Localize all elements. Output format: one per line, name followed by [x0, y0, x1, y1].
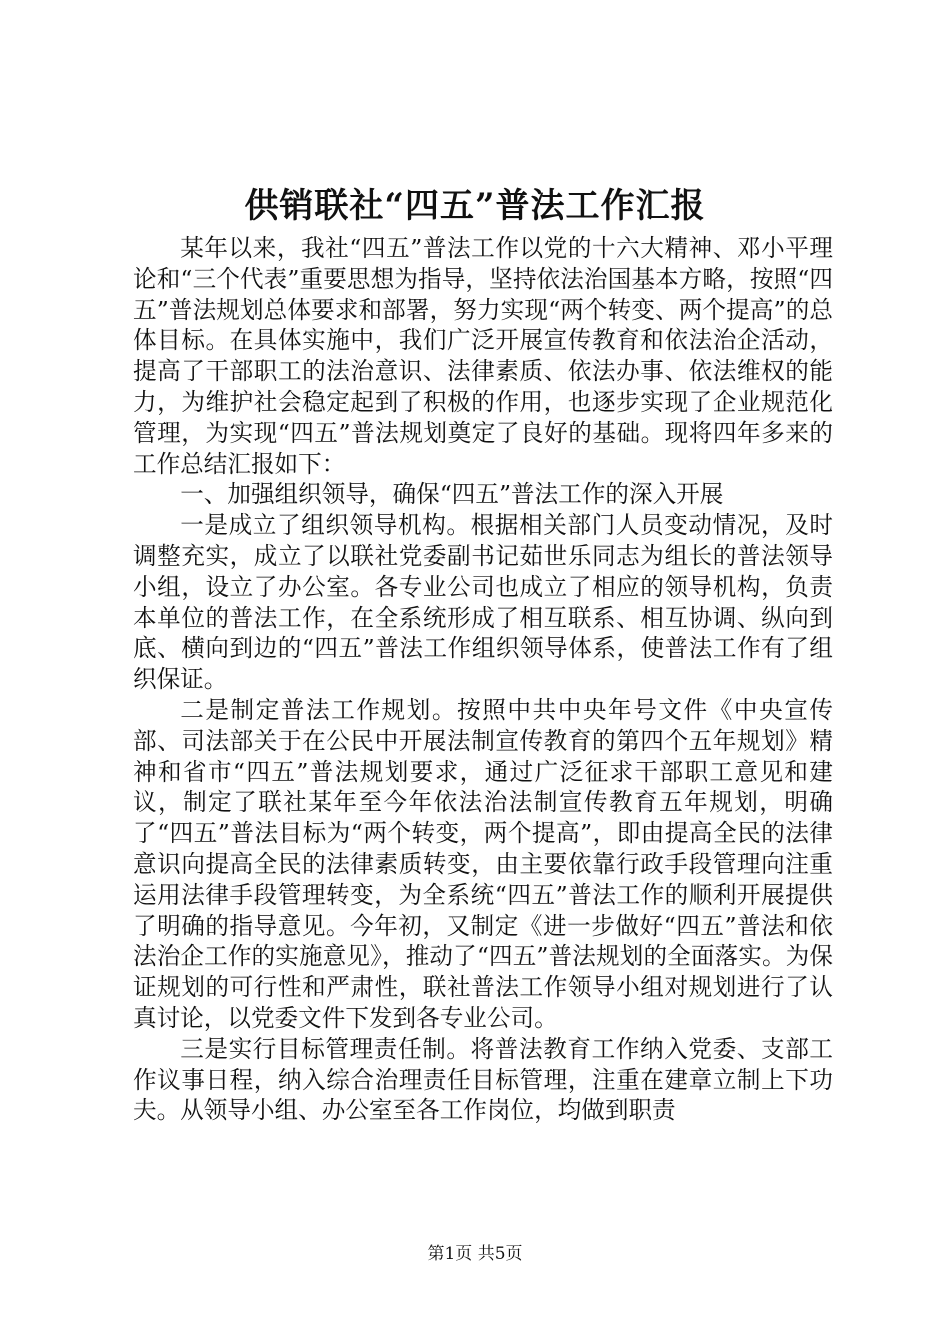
page-number-footer: 第1页 共5页 [427, 1244, 523, 1264]
paragraph-responsibility: 三是实行目标管理责任制。将普法教育工作纳入党委、支部工作议事日程，纳入综合治理责任目标管理，注重在建章立制上下功夫。从领导小组、办公室至各工作岗位，均做到职责 [133, 1034, 833, 1125]
document-title: 供销联社“四五”普法工作汇报 [244, 186, 706, 226]
paragraph-organization: 一是成立了组织领导机构。根据相关部门人员变动情况，及时调整充实，成立了以联社党委副书记茹世乐同志为组长的普法领导小组，设立了办公室。各专业公司也成立了相应的领导机构，负责本单位的普法工作，在全系统形成了相互联系、相互协调、纵向到底、横向到边的“四五”普法工作组织领导体系，使普法工作有了组织保证。 [133, 511, 833, 694]
paragraph-planning: 二是制定普法工作规划。按照中共中央年号文件《中央宣传部、司法部关于在公民中开展法制宣传教育的第四个五年规划》精神和省市“四五”普法规划要求，通过广泛征求干部职工意见和建议，制定了联社某年至今年依法治法制宣传教育五年规划，明确了“四五”普法目标为“两个转变，两个提高”，即由提高全民的法律意识向提高全民的法律素质转变，由主要依靠行政手段管理向注重运用法律手段管理转变，为全系统“四五”普法工作的顺利开展提供了明确的指导意见。今年初，又制定《进一步做好“四五”普法和依法治企工作的实施意见》，推动了“四五”普法规划的全面落实。为保证规划的可行性和严肃性，联社普法工作领导小组对规划进行了认真讨论，以党委文件下发到各专业公司。 [133, 695, 833, 1032]
document-body [133, 233, 833, 1126]
section-heading-1: 一、加强组织领导，确保“四五”普法工作的深入开展 [180, 480, 724, 509]
paragraph-intro: 某年以来，我社“四五”普法工作以党的十六大精神、邓小平理论和“三个代表”重要思想为指导，坚持依法治国基本方略，按照“四五”普法规划总体要求和部署，努力实现“两个转变、两个提高”的总体目标。在具体实施中，我们广泛开展宣传教育和依法治企活动，提高了干部职工的法治意识、法律素质、依法办事、依法维权的能力，为维护社会稳定起到了积极的作用，也逐步实现了企业规范化管理，为实现“四五”普法规划奠定了良好的基础。现将四年多来的工作总结汇报如下： [133, 234, 833, 478]
